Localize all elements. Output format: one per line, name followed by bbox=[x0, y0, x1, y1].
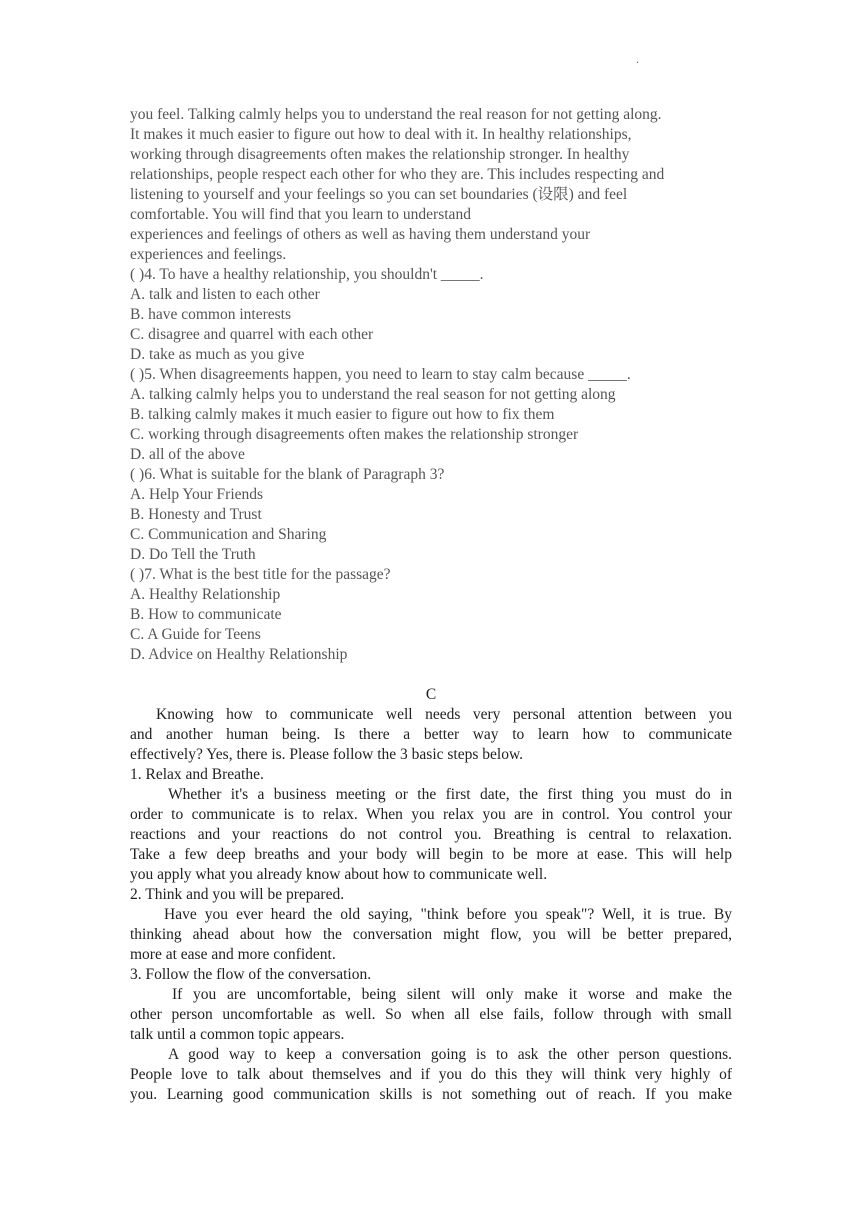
question-5-option-c: C. working through disagreements often makes the relationship stronger bbox=[130, 426, 579, 443]
question-7-option-d: D. Advice on Healthy Relationship bbox=[130, 646, 348, 663]
step-1-line: reactions and your reactions do not control you. Breathing is central to relaxation. bbox=[130, 826, 732, 843]
step-1-line: Whether it's a business meeting or the first date, the first thing you must do in bbox=[168, 786, 732, 803]
question-4-option-a: A. talk and listen to each other bbox=[130, 286, 320, 303]
text-line: listening to yourself and your feelings so you can set boundaries (设限) and feel bbox=[130, 186, 628, 203]
question-4-option-c: C. disagree and quarrel with each other bbox=[130, 326, 374, 343]
text-line: experiences and feelings. bbox=[130, 246, 287, 263]
step-1-line: you apply what you already know about how to communicate well. bbox=[130, 866, 548, 883]
step-3-line: If you are uncomfortable, being silent will only make it worse and make the bbox=[172, 986, 732, 1003]
section-heading: C bbox=[425, 686, 437, 703]
text-line: working through disagreements often makes the relationship stronger. In healthy bbox=[130, 146, 630, 163]
question-6-option-c: C. Communication and Sharing bbox=[130, 526, 327, 543]
step-2-line: Have you ever heard the old saying, "think before you speak"? Well, it is true. By bbox=[164, 906, 732, 923]
question-7-option-a: A. Healthy Relationship bbox=[130, 586, 281, 603]
step-1-title: 1. Relax and Breathe. bbox=[130, 766, 264, 783]
step-1-line: Take a few deep breaths and your body will begin to be more at ease. This will help bbox=[130, 846, 732, 863]
intro-line: Knowing how to communicate well needs very personal attention between you bbox=[156, 706, 732, 723]
question-5-stem: ( )5. When disagreements happen, you need to learn to stay calm because _____. bbox=[130, 366, 631, 383]
question-5-option-a: A. talking calmly helps you to understand the real season for not getting along bbox=[130, 386, 616, 403]
question-6-stem: ( )6. What is suitable for the blank of Paragraph 3? bbox=[130, 466, 445, 483]
closing-line: A good way to keep a conversation going is to ask the other person questions. bbox=[168, 1046, 732, 1063]
passage-b-continuation bbox=[130, 105, 732, 265]
question-7-option-b: B. How to communicate bbox=[130, 606, 282, 623]
text-line: you feel. Talking calmly helps you to understand the real reason for not getting along. bbox=[130, 106, 662, 123]
passage-c bbox=[130, 685, 732, 1105]
question-6-option-a: A. Help Your Friends bbox=[130, 486, 264, 503]
question-list bbox=[130, 265, 732, 665]
question-4-option-b: B. have common interests bbox=[130, 306, 291, 323]
text-line: comfortable. You will find that you learn to understand bbox=[130, 206, 471, 223]
question-7-stem: ( )7. What is the best title for the passage? bbox=[130, 566, 391, 583]
step-3-title: 3. Follow the flow of the conversation. bbox=[130, 966, 372, 983]
question-5-option-b: B. talking calmly makes it much easier to figure out how to fix them bbox=[130, 406, 555, 423]
question-6-option-d: D. Do Tell the Truth bbox=[130, 546, 256, 563]
header-mark: . bbox=[636, 52, 639, 66]
question-7-option-c: C. A Guide for Teens bbox=[130, 626, 261, 643]
question-5-option-d: D. all of the above bbox=[130, 446, 245, 463]
intro-line: and another human being. Is there a better way to learn how to communicate bbox=[130, 726, 732, 743]
step-2-title: 2. Think and you will be prepared. bbox=[130, 886, 345, 903]
question-6-option-b: B. Honesty and Trust bbox=[130, 506, 262, 523]
text-line: experiences and feelings of others as well as having them understand your bbox=[130, 226, 591, 243]
step-3-line: other person uncomfortable as well. So when all else fails, follow through with small bbox=[130, 1006, 732, 1023]
text-line: It makes it much easier to figure out how to deal with it. In healthy relationships, bbox=[130, 126, 632, 143]
closing-line: People love to talk about themselves and if you do this they will think very highly of bbox=[130, 1066, 732, 1083]
question-4-stem: ( )4. To have a healthy relationship, you shouldn't _____. bbox=[130, 266, 484, 283]
step-2-line: thinking ahead about how the conversation might flow, you will be better prepared, bbox=[130, 926, 732, 943]
step-2-line: more at ease and more confident. bbox=[130, 946, 336, 963]
closing-line: you. Learning good communication skills is not something out of reach. If you make bbox=[130, 1086, 732, 1103]
step-3-line: talk until a common topic appears. bbox=[130, 1026, 345, 1043]
text-line: relationships, people respect each other for who they are. This includes respecting and bbox=[130, 166, 665, 183]
question-4-option-d: D. take as much as you give bbox=[130, 346, 305, 363]
intro-line: effectively? Yes, there is. Please follow the 3 basic steps below. bbox=[130, 746, 524, 763]
step-1-line: order to communicate is to relax. When you relax you are in control. You control your bbox=[130, 806, 732, 823]
